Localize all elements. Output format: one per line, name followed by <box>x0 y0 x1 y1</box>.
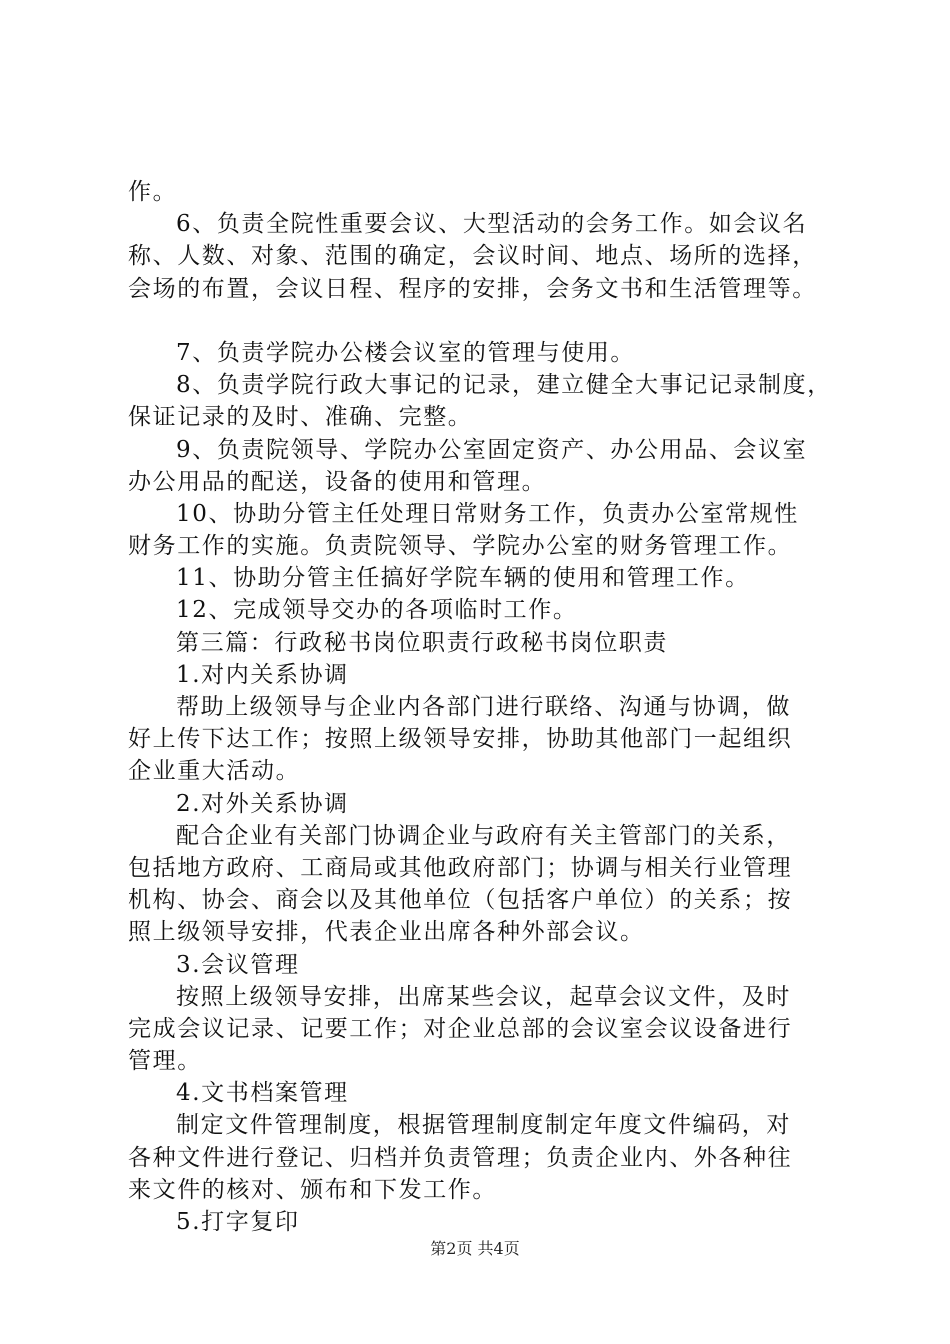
text-line: 1.对内关系协调 <box>176 661 349 688</box>
text-line: 按照上级领导安排，出席某些会议，起草会议文件，及时 <box>176 983 791 1010</box>
text-line: 来文件的核对、颁布和下发工作。 <box>128 1176 497 1203</box>
text-line: 好上传下达工作；按照上级领导安排，协助其他部门一起组织 <box>128 726 793 753</box>
text-line: 3.会议管理 <box>176 951 300 978</box>
document-body <box>128 176 848 1238</box>
text-line: 作。 <box>128 179 178 205</box>
text-line: 帮助上级领导与企业内各部门进行联络、沟通与协调，做 <box>176 694 791 720</box>
text-line: 称、人数、对象、范围的确定，会议时间、地点、场所的选择， <box>128 243 817 270</box>
text-line: 5.打字复印 <box>176 1209 300 1235</box>
text-line: 11、协助分管主任搞好学院车辆的使用和管理工作。 <box>176 565 750 592</box>
text-line: 包括地方政府、工商局或其他政府部门；协调与相关行业管理 <box>128 854 793 881</box>
text-line: 管理。 <box>128 1048 202 1075</box>
text-line: 4.文书档案管理 <box>176 1080 349 1107</box>
text-line: 企业重大活动。 <box>128 758 301 785</box>
text-line: 12、完成领导交办的各项临时工作。 <box>176 597 578 624</box>
text-line: 2.对外关系协调 <box>176 790 349 817</box>
text-line: 6、负责全院性重要会议、大型活动的会务工作。如会议名 <box>176 211 808 238</box>
text-line: 办公用品的配送，设备的使用和管理。 <box>128 468 547 495</box>
text-line: 10、协助分管主任处理日常财务工作，负责办公室常规性 <box>176 500 799 527</box>
text-line: 8、负责学院行政大事记的记录，建立健全大事记记录制度， <box>176 372 832 399</box>
text-line: 7、负责学院办公楼会议室的管理与使用。 <box>176 339 636 366</box>
text-line: 各种文件进行登记、归档并负责管理；负责企业内、外各种往 <box>128 1144 793 1171</box>
text-line: 9、负责院领导、学院办公室固定资产、办公用品、会议室 <box>176 436 808 463</box>
text-line: 保证记录的及时、准确、完整。 <box>128 404 473 431</box>
text-line: 配合企业有关部门协调企业与政府有关主管部门的关系， <box>176 822 791 849</box>
text-line: 照上级领导安排，代表企业出席各种外部会议。 <box>128 919 645 946</box>
text-line: 第三篇：行政秘书岗位职责行政秘书岗位职责 <box>176 629 668 656</box>
text-line: 机构、协会、商会以及其他单位（包括客户单位）的关系；按 <box>128 887 793 914</box>
text-line: 完成会议记录、记要工作；对企业总部的会议室会议设备进行 <box>128 1015 793 1042</box>
text-line: 制定文件管理制度，根据管理制度制定年度文件编码，对 <box>176 1112 791 1139</box>
text-line: 会场的布置，会议日程、程序的安排，会务文书和生活管理等。 <box>128 275 817 302</box>
text-line: 财务工作的实施。负责院领导、学院办公室的财务管理工作。 <box>128 533 793 560</box>
text-line <box>128 305 848 337</box>
page-footer: 第2页 共4页 <box>430 1239 520 1258</box>
